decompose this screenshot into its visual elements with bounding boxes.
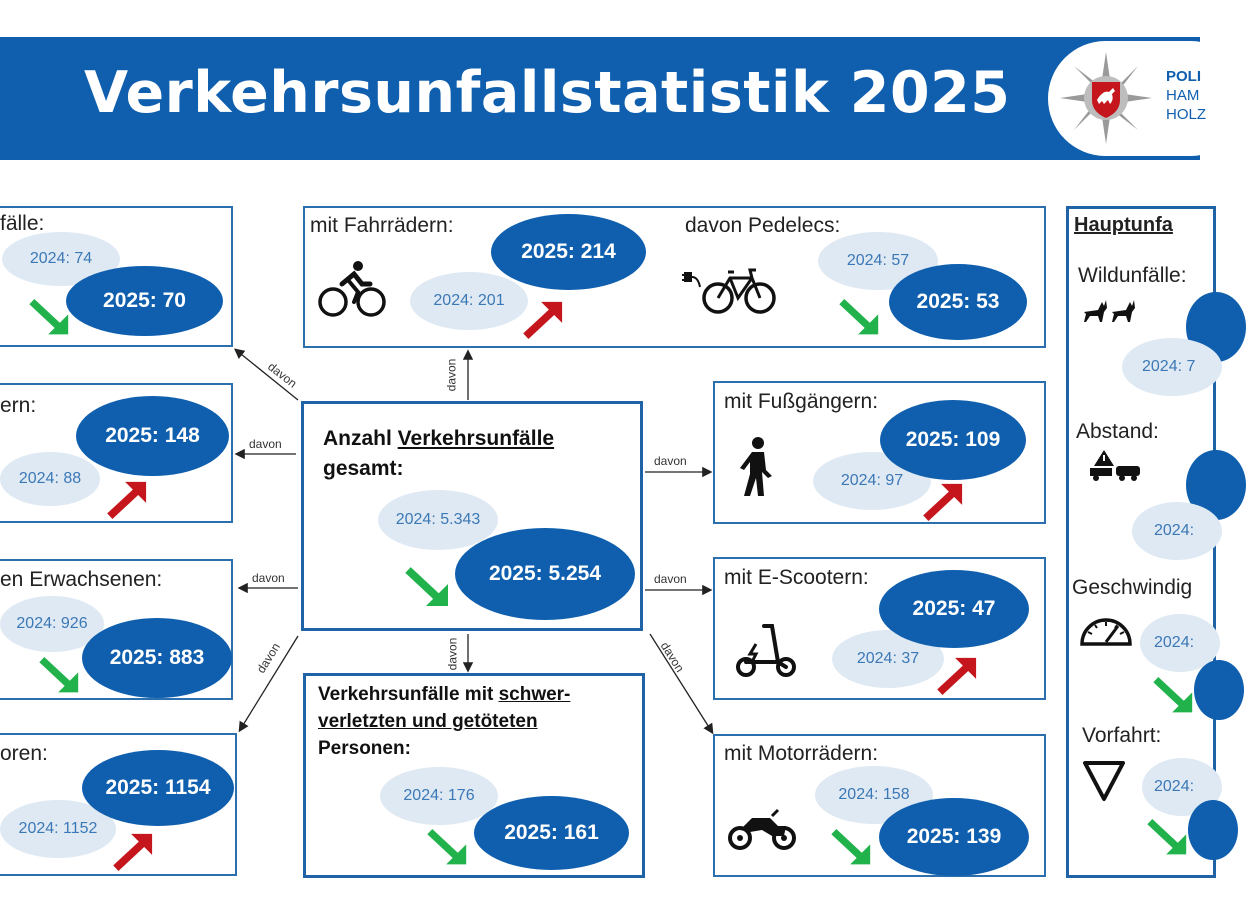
severe-injuries-title [318,681,570,762]
cause-right-of-way-2024-bubble: 2024: [1142,758,1222,816]
davon-label: davon [253,640,283,676]
pedelecs-2024-bubble: 2024: 57 [818,232,938,290]
trend-up-arrow [110,830,156,872]
davon-label: davon [654,454,687,468]
severe-2024-bubble: 2024: 176 [380,767,498,825]
pedelecs-2025-bubble: 2025: 53 [889,264,1027,340]
cause-speed-2024-bubble: 2024: [1140,614,1220,672]
cause-speed-label: Geschwindig [1072,576,1193,599]
total-title-underlined: Verkehrsunfälle [397,427,555,450]
speedometer-icon [1078,612,1134,648]
left-box-1-label: fälle: [0,212,45,235]
bicycles-2024-bubble: 2024: 201 [410,272,528,330]
rear-end-collision-icon [1088,450,1142,482]
pedestrians-2025-bubble: 2025: 109 [880,400,1026,480]
motorbikes-label: mit Motorrädern: [724,742,879,765]
e-scooter-icon [734,622,798,678]
logo-line-3: HOLZ [1166,106,1207,123]
davon-label: davon [252,571,285,585]
yield-sign-icon [1082,760,1126,802]
davon-label: davon [249,437,282,451]
logo-line-1: POLI [1166,68,1202,85]
left-box-4-2024-bubble: 2024: 1152 [0,800,116,858]
logo-line-2: HAM [1166,87,1200,104]
severe-2025-bubble: 2025: 161 [474,796,629,870]
trend-down-arrow [1146,818,1190,858]
trend-up-arrow [520,298,566,340]
bicycles-label: mit Fahrrädern: [310,214,454,237]
cyclist-icon [318,258,386,320]
left-box-2-label: ern: [0,394,37,417]
pedestrians-2024-bubble: 2024: 97 [813,452,931,510]
trend-down-arrow [830,828,874,868]
davon-label: davon [265,359,300,391]
left-box-3-2024-bubble: 2024: 926 [0,596,104,652]
main-causes-title: Hauptunfa [1074,214,1173,236]
davon-label: davon [444,358,459,392]
cause-right-of-way-2025-bubble [1188,800,1238,860]
pedelecs-label: davon Pedelecs: [685,214,841,237]
e-scooters-2025-bubble: 2025: 47 [879,570,1029,648]
trend-down-arrow [838,298,882,338]
severe-line2-underlined: verletzten und getöteten [318,711,538,732]
motorcycle-icon [728,806,796,850]
severe-line1-underlined: schwer- [498,684,571,705]
page-title: Verkehrsunfallstatistik 2025 [84,60,1011,126]
total-2025-bubble: 2025: 5.254 [455,528,635,620]
trend-down-arrow [38,656,82,696]
pedestrians-label: mit Fußgängern: [724,390,879,413]
motorbikes-2025-bubble: 2025: 139 [879,798,1029,876]
total-2024-bubble: 2024: 5.343 [378,490,498,550]
left-box-3-2025-bubble: 2025: 883 [82,618,232,698]
cause-wildlife-label: Wildunfälle: [1078,264,1187,287]
total-title-post: gesamt: [323,457,404,480]
davon-label: davon [445,637,460,671]
trend-down-arrow [426,828,470,868]
pedestrian-icon [736,436,776,500]
left-box-4-label: oren: [0,742,48,765]
cause-right-of-way-label: Vorfahrt: [1082,724,1162,747]
total-title-pre: Anzahl [323,427,398,450]
trend-down-arrow [1152,676,1196,716]
severe-line3: Personen: [318,738,411,759]
bicycles-2025-bubble: 2025: 214 [491,214,646,290]
trend-down-arrow [404,566,452,610]
left-box-3-label: en Erwachsenen: [0,568,163,591]
e-scooters-2024-bubble: 2024: 37 [832,630,944,688]
deer-icon [1080,296,1140,324]
davon-label: davon [657,639,687,675]
trend-up-arrow [934,654,980,696]
cause-speed-2025-bubble [1194,660,1244,720]
left-box-1-2025-bubble: 2025: 70 [66,266,223,336]
left-box-2-2025-bubble: 2025: 148 [76,396,229,476]
total-accidents-title [323,424,554,484]
motorbikes-2024-bubble: 2024: 158 [815,766,933,824]
trend-down-arrow [28,298,72,338]
trend-up-arrow [920,480,966,522]
davon-label: davon [654,572,687,586]
cause-distance-2024-bubble: 2024: [1132,502,1222,560]
left-box-2-2024-bubble: 2024: 88 [0,452,100,506]
left-box-4-2025-bubble: 2025: 1154 [82,750,234,826]
trend-up-arrow [104,478,150,520]
e-scooters-label: mit E-Scootern: [724,566,869,589]
severe-line1-pre: Verkehrsunfälle mit [318,684,499,705]
e-bike-icon [682,262,778,316]
cause-wildlife-2024-bubble: 2024: 7 [1122,338,1222,396]
cause-distance-label: Abstand: [1076,420,1159,443]
left-box-1-2024-bubble: 2024: 74 [2,232,120,286]
